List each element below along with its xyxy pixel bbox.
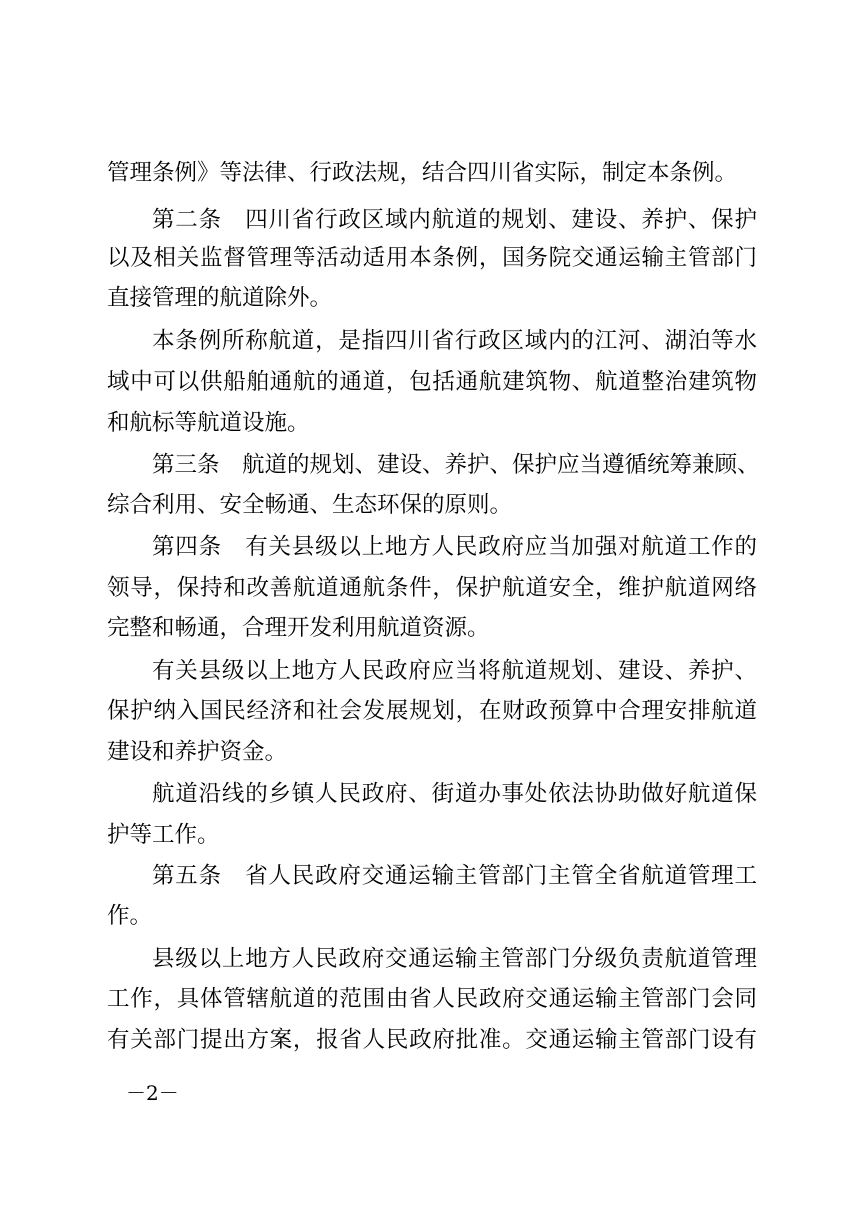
page-number: －2－ (126, 1081, 179, 1105)
text-line: 有关部门提出方案，报省人民政府批准。交通运输主管部门设有 (107, 1027, 757, 1053)
text-line: 建设和养护资金。 (107, 739, 288, 765)
text-line: 直接管理的航道除外。 (107, 285, 333, 311)
text-line: 第三条 航道的规划、建设、养护、保护应当遵循统筹兼顾、 (152, 452, 760, 478)
text-line: 第四条 有关县级以上地方人民政府应当加强对航道工作的 (152, 534, 757, 560)
text-line: 保护纳入国民经济和社会发展规划，在财政预算中合理安排航道 (107, 698, 757, 724)
text-line: 和航标等航道设施。 (107, 410, 310, 436)
text-line: 第五条 省人民政府交通运输主管部门主管全省航道管理工 (152, 863, 757, 889)
text-line: 完整和畅通，合理开发利用航道资源。 (107, 615, 490, 641)
text-line: 领导，保持和改善航道通航条件，保护航道安全，维护航道网络 (107, 575, 757, 601)
text-line: 县级以上地方人民政府交通运输主管部门分级负责航道管理 (152, 946, 757, 972)
text-line: 作。 (107, 903, 153, 929)
text-line: 综合利用、安全畅通、生态环保的原则。 (107, 492, 513, 518)
text-line: 护等工作。 (107, 822, 220, 848)
text-line: 工作，具体管辖航道的范围由省人民政府交通运输主管部门会同 (107, 986, 757, 1012)
text-line: 有关县级以上地方人民政府应当将航道规划、建设、养护、 (152, 658, 757, 684)
text-line: 本条例所称航道，是指四川省行政区域内的江河、湖泊等水 (152, 328, 757, 354)
text-line: 域中可以供船舶通航的通道，包括通航建筑物、航道整治建筑物 (107, 369, 757, 395)
text-line: 以及相关监督管理等活动适用本条例，国务院交通运输主管部门 (107, 245, 757, 271)
text-line: 航道沿线的乡镇人民政府、街道办事处依法协助做好航道保 (152, 781, 757, 807)
text-line: 第二条 四川省行政区域内航道的规划、建设、养护、保护 (152, 207, 757, 233)
text-line: 管理条例》等法律、行政法规，结合四川省实际，制定本条例。 (107, 160, 738, 186)
